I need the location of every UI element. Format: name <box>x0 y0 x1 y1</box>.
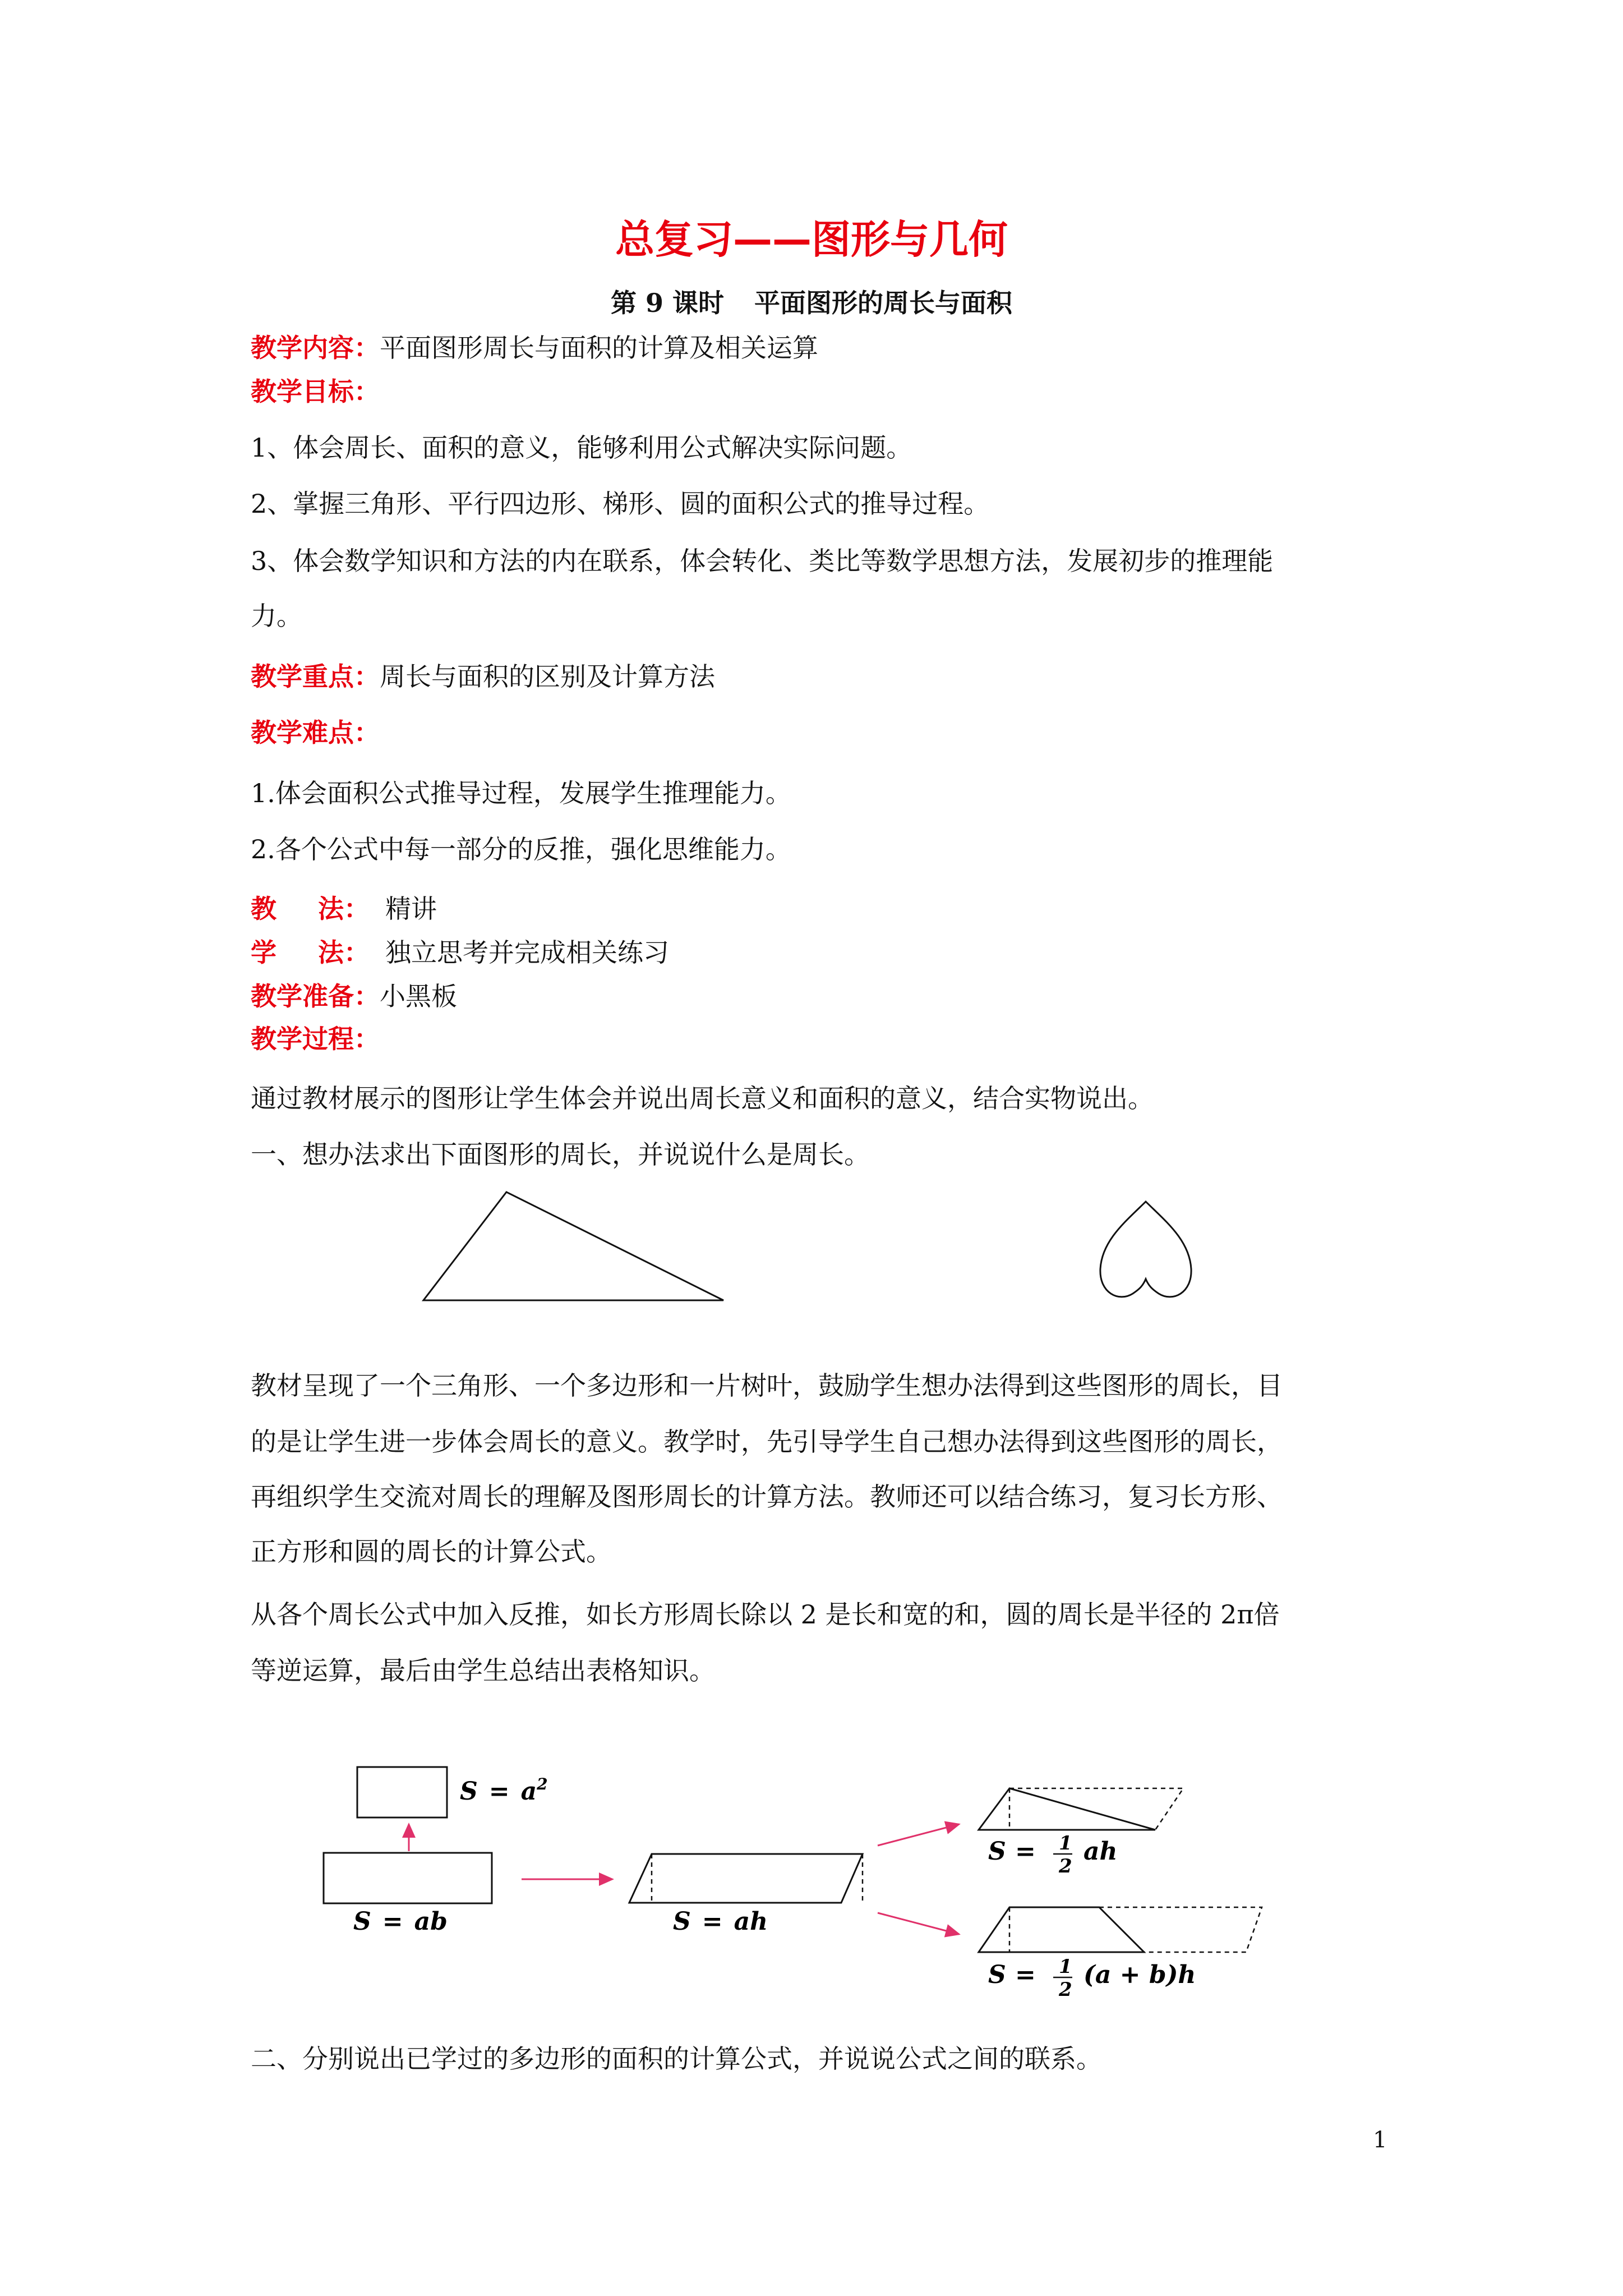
learning-method-text: 独立思考并完成相关练习 <box>385 937 669 968</box>
content-line <box>251 331 818 365</box>
preparation-line <box>251 979 457 1013</box>
teaching-method-line <box>251 892 437 926</box>
derived-triangle-shape <box>979 1788 1155 1830</box>
lesson-number: 第 9 课时 <box>610 288 725 318</box>
step-one-heading: 一、想办法求出下面图形的周长，并说说什么是周长。 <box>251 1139 870 1170</box>
goals-label: 教学目标： <box>251 376 380 407</box>
teaching-method-label: 教 法： <box>251 894 370 924</box>
paragraph-line: 的是让学生进一步体会周长的意义。教学时，先引导学生自己想办法得到这些图形的周长， <box>251 1427 1283 1457</box>
paragraph-line: 从各个周长公式中加入反推，如长方形周长除以 2 是长和宽的和，圆的周长是半径的 2π倍 <box>251 1599 1280 1630</box>
paragraph-line: 等逆运算，最后由学生总结出表格知识。 <box>251 1655 715 1686</box>
svg-text:1: 1 <box>1059 1955 1072 1978</box>
parallelogram-formula: S = ah <box>673 1907 768 1936</box>
svg-text:S: S <box>988 1837 1006 1866</box>
arrow-to-triangle <box>878 1824 959 1846</box>
key-point-label: 教学重点： <box>251 661 380 692</box>
preparation-text: 小黑板 <box>380 981 457 1011</box>
goals-heading <box>251 375 380 408</box>
paragraph-line: 正方形和圆的周长的计算公式。 <box>251 1536 612 1567</box>
difficulty-item: 2.各个公式中每一部分的反推，强化思维能力。 <box>251 834 791 864</box>
triangle-shape <box>423 1192 723 1300</box>
difficulty-heading <box>251 716 380 749</box>
preparation-label: 教学准备： <box>251 981 380 1011</box>
arrow-to-trapezoid <box>878 1913 959 1934</box>
trapezoid-formula <box>988 1955 1196 2001</box>
paragraph-line: 教材呈现了一个三角形、一个多边形和一片树叶，鼓励学生想办法得到这些图形的周长，目 <box>251 1370 1283 1401</box>
svg-text:=: = <box>1015 1837 1036 1866</box>
svg-text:1: 1 <box>1059 1832 1072 1855</box>
paragraph-line: 再组织学生交流对周长的理解及图形周长的计算方法。教师还可以结合练习，复习长方形、 <box>251 1481 1283 1512</box>
triangle-formula <box>988 1832 1118 1878</box>
heart-shape <box>1100 1202 1191 1297</box>
dashed-outline <box>1099 1907 1262 1952</box>
page-number: 1 <box>1373 2127 1387 2153</box>
square-shape <box>357 1767 447 1818</box>
difficulty-label: 教学难点： <box>251 717 380 748</box>
key-point-line <box>251 660 715 693</box>
goal-item: 力。 <box>251 601 302 631</box>
process-label: 教学过程： <box>251 1024 380 1054</box>
goal-item: 2、掌握三角形、平行四边形、梯形、圆的面积公式的推导过程。 <box>251 489 990 519</box>
lesson-topic: 平面图形的周长与面积 <box>754 288 1013 318</box>
lesson-subtitle <box>0 286 1623 320</box>
svg-text:2: 2 <box>1059 1855 1072 1878</box>
step-two-heading: 二、分别说出已学过的多边形的面积的计算公式，并说说公式之间的联系。 <box>251 2044 1102 2074</box>
intro-paragraph: 通过教材展示的图形让学生体会并说出周长意义和面积的意义，结合实物说出。 <box>251 1083 1154 1114</box>
teaching-method-text: 精讲 <box>385 894 437 924</box>
rectangle-shape <box>324 1853 492 1903</box>
document-title: 总复习——图形与几何 <box>615 217 1008 263</box>
goal-item: 1、体会周长、面积的意义，能够利用公式解决实际问题。 <box>251 432 912 463</box>
svg-text:=: = <box>1015 1961 1036 1989</box>
svg-text:ah: ah <box>1083 1837 1118 1866</box>
parallelogram-shape <box>629 1854 863 1903</box>
process-heading <box>251 1022 380 1056</box>
derived-trapezoid-shape <box>979 1907 1144 1952</box>
content-text: 平面图形周长与面积的计算及相关运算 <box>380 333 818 363</box>
learning-method-label: 学 法： <box>251 937 370 968</box>
svg-text:2: 2 <box>1059 1978 1072 2001</box>
svg-text:S: S <box>988 1961 1006 1989</box>
svg-text:(a + b)h: (a + b)h <box>1083 1961 1196 1989</box>
learning-method-line <box>251 936 669 969</box>
difficulty-item: 1.体会面积公式推导过程，发展学生推理能力。 <box>251 778 791 808</box>
goal-item: 3、体会数学知识和方法的内在联系，体会转化、类比等数学思想方法，发展初步的推理能 <box>251 546 1274 576</box>
rectangle-formula: S = ab <box>353 1907 448 1936</box>
content-label: 教学内容： <box>251 333 380 363</box>
dashed-outline <box>1009 1788 1183 1830</box>
key-point-text: 周长与面积的区别及计算方法 <box>380 661 715 692</box>
square-formula: $S = a^2$ <box>460 1775 548 1806</box>
